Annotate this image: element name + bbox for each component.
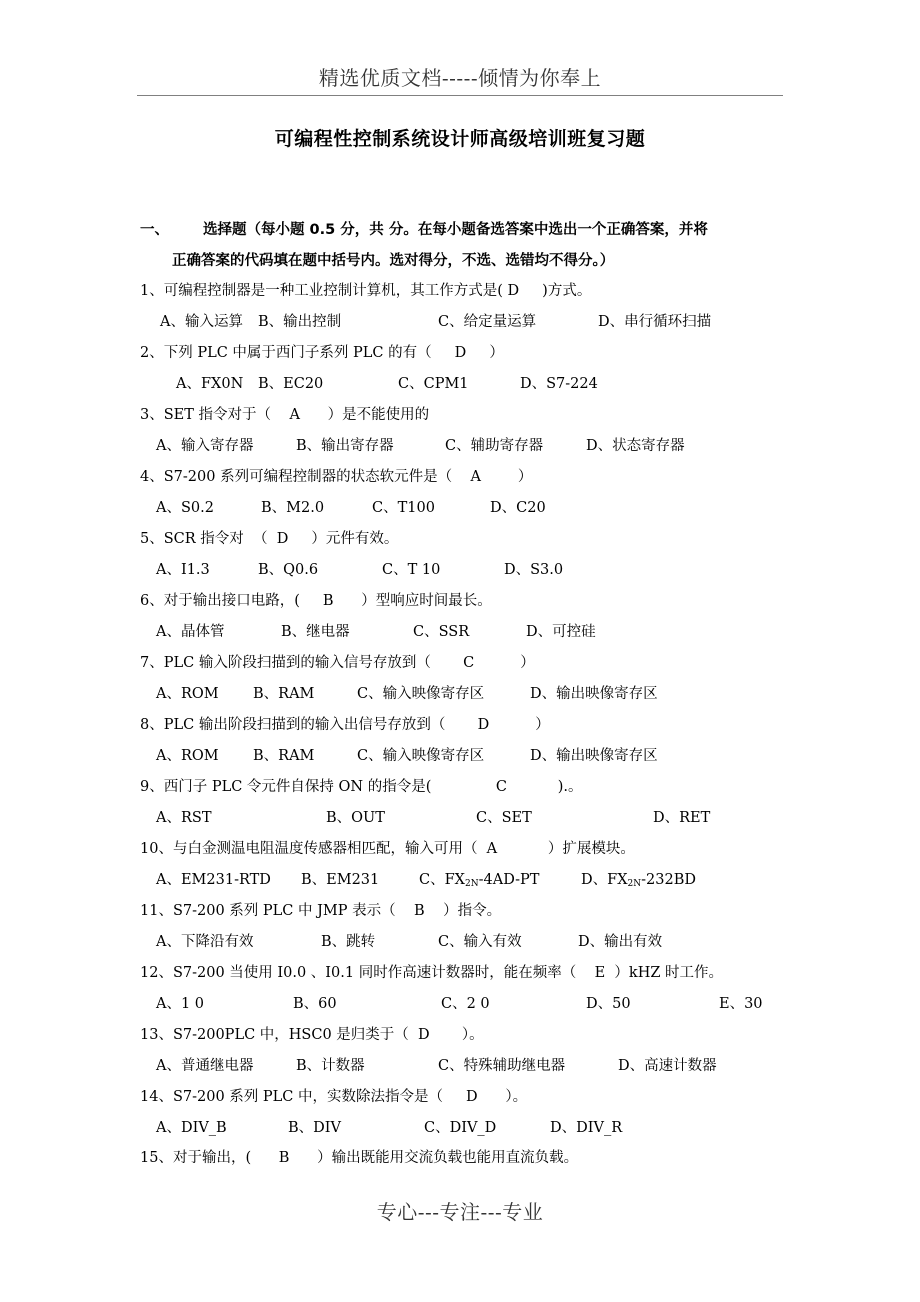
option-b: B、M2.0 — [261, 500, 325, 516]
question-1-options — [140, 312, 790, 332]
question-3-options — [140, 436, 790, 456]
option-b: B、计数器 — [296, 1058, 365, 1074]
question-13-options — [140, 1056, 790, 1076]
option-a: A、ROM — [156, 748, 219, 764]
option-d: D、DIV_R — [550, 1120, 623, 1136]
option-c: C、输入映像寄存区 — [357, 748, 485, 764]
option-c: C、DIV_D — [424, 1120, 497, 1136]
option-c: C、SET — [476, 810, 532, 826]
page-header: 精选优质文档-----倾情为你奉上 — [318, 66, 602, 90]
header-divider — [137, 95, 783, 96]
option-c: C、T 10 — [382, 562, 441, 578]
option-c: C、输入有效 — [438, 934, 522, 950]
option-c: C、2 0 — [441, 996, 490, 1012]
question-11-options — [140, 932, 790, 952]
option-d: D、高速计数器 — [618, 1058, 717, 1074]
question-15: 15、对于输出，( B ）输出既能用交流负载也能用直流负载。 — [140, 1150, 579, 1166]
option-b: B、DIV — [288, 1120, 341, 1136]
option-a: A、1 0 — [156, 996, 205, 1012]
option-d: D、状态寄存器 — [586, 438, 685, 454]
option-d: D、可控硅 — [526, 624, 596, 640]
document-title: 可编程性控制系统设计师高级培训班复习题 — [274, 128, 646, 150]
option-a: A、DIV_B — [156, 1120, 227, 1136]
question-6-options — [140, 622, 790, 642]
option-e: E、30 — [719, 996, 763, 1012]
option-a: A、下降沿有效 — [156, 934, 254, 950]
question-7: 7、PLC 输入阶段扫描到的输入信号存放到（ C ） — [140, 655, 535, 671]
question-8: 8、PLC 输出阶段扫描到的输入出信号存放到（ D ） — [140, 717, 550, 733]
question-5-options — [140, 560, 790, 580]
question-5: 5、SCR 指令对 （ D ）元件有效。 — [140, 531, 399, 547]
option-a: A、RST — [156, 810, 212, 826]
question-14-options — [140, 1118, 790, 1138]
option-d: D、S3.0 — [504, 562, 564, 578]
option-b: B、OUT — [326, 810, 385, 826]
option-a: A、S0.2 — [156, 500, 214, 516]
question-8-options — [140, 746, 790, 766]
option-b: B、EM231 — [301, 872, 380, 888]
question-1: 1、可编程控制器是一种工业控制计算机，其工作方式是( D )方式。 — [140, 283, 592, 299]
question-4-options — [140, 498, 790, 518]
option-c: C、输入映像寄存区 — [357, 686, 485, 702]
option-b: B、60 — [293, 996, 337, 1012]
question-10-options — [140, 870, 790, 890]
section-heading — [140, 215, 790, 277]
question-2-options — [140, 374, 790, 394]
option-d: D、输出映像寄存区 — [530, 686, 658, 702]
option-b: B、RAM — [253, 748, 315, 764]
option-d: D、输出映像寄存区 — [530, 748, 658, 764]
option-c: C、CPM1 — [398, 376, 469, 392]
question-12-options — [140, 994, 790, 1014]
option-d: D、RET — [653, 810, 711, 826]
question-14: 14、S7-200 系列 PLC 中，实数除法指令是（ D ）。 — [140, 1089, 528, 1105]
question-11: 11、S7-200 系列 PLC 中 JMP 表示（ B ）指令。 — [140, 903, 502, 919]
section-instructions-line1: 选择题（每小题 0.5 分，共 分。在每小题备选答案中选出一个正确答案，并将 — [203, 222, 708, 238]
section-instructions-line2: 正确答案的代码填在题中括号内。选对得分，不选、选错均不得分。） — [172, 253, 615, 269]
question-12: 12、S7-200 当使用 I0.0 、I0.1 同时作高速计数器时，能在频率（ E ）kHZ 时工作。 — [140, 965, 724, 981]
option-a: A、FX0N — [176, 376, 244, 392]
option-b: B、输出控制 — [258, 314, 342, 330]
option-d: D、S7-224 — [520, 376, 598, 392]
option-c: C、T100 — [372, 500, 435, 516]
option-d: D、串行循环扫描 — [598, 314, 712, 330]
question-7-options — [140, 684, 790, 704]
option-c: C、特殊辅助继电器 — [438, 1058, 566, 1074]
option-c: C、辅助寄存器 — [445, 438, 544, 454]
question-10: 10、与白金测温电阻温度传感器相匹配，输入可用（ A ）扩展模块。 — [140, 841, 635, 857]
option-a: A、I1.3 — [156, 562, 210, 578]
option-a: A、晶体管 — [156, 624, 225, 640]
option-c: C、$FX_{2N}-4AD-PT$ — [419, 872, 540, 889]
question-9-options — [140, 808, 790, 828]
option-c: C、给定量运算 — [438, 314, 537, 330]
option-d: D、$FX_{2N}-232BD$ — [581, 872, 696, 889]
option-a: A、输入运算 — [160, 314, 243, 330]
option-b: B、继电器 — [281, 624, 350, 640]
question-13: 13、S7-200PLC 中，HSC0 是归类于（ D ）。 — [140, 1027, 484, 1043]
option-a: A、输入寄存器 — [156, 438, 254, 454]
page-footer: 专心---专注---专业 — [376, 1200, 544, 1224]
question-3: 3、SET 指令对于（ A ）是不能使用的 — [140, 407, 430, 423]
question-9: 9、西门子 PLC 令元件自保持 ON 的指令是( C ).。 — [140, 779, 583, 795]
option-a: A、普通继电器 — [156, 1058, 254, 1074]
question-6: 6、对于输出接口电路，( B ）型响应时间最长。 — [140, 593, 492, 609]
option-d: D、50 — [586, 996, 631, 1012]
option-a: A、EM231-RTD — [156, 872, 271, 888]
option-b: B、Q0.6 — [258, 562, 319, 578]
option-d: D、C20 — [490, 500, 546, 516]
option-b: B、跳转 — [321, 934, 376, 950]
option-a: A、ROM — [156, 686, 219, 702]
question-2: 2、下列 PLC 中属于西门子系列 PLC 的有（ D ） — [140, 345, 504, 361]
option-b: B、输出寄存器 — [296, 438, 394, 454]
section-number: 一、 — [140, 222, 169, 238]
option-b: B、EC20 — [258, 376, 324, 392]
option-c: C、SSR — [413, 624, 470, 640]
option-b: B、RAM — [253, 686, 315, 702]
question-4: 4、S7-200 系列可编程控制器的状态软元件是（ A ） — [140, 469, 533, 485]
option-d: D、输出有效 — [578, 934, 663, 950]
